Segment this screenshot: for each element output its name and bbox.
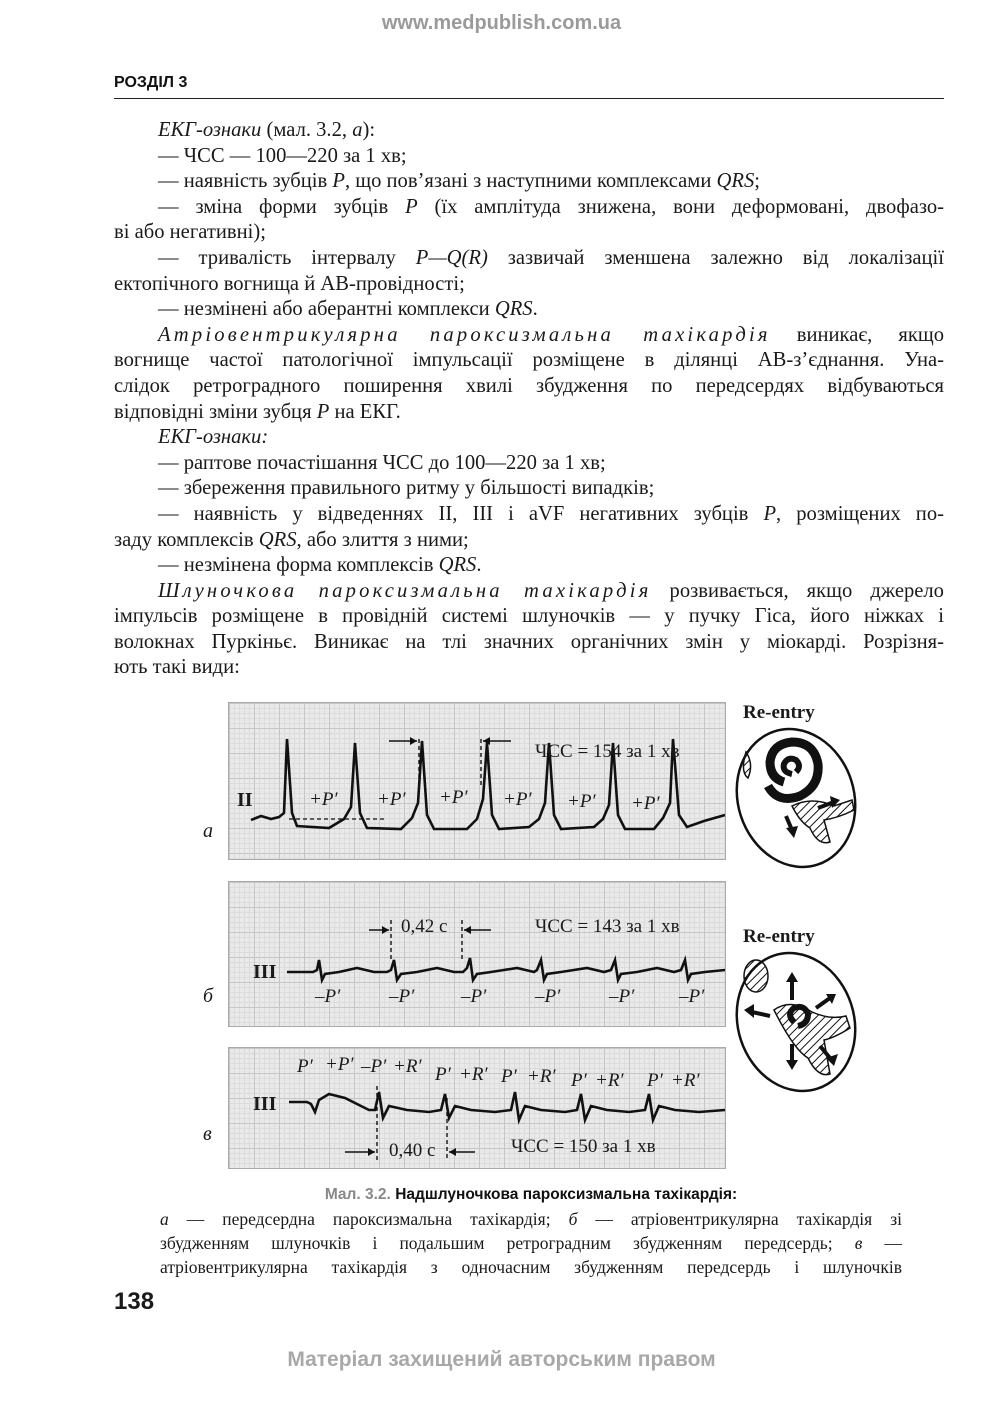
text-span: а [352, 119, 363, 141]
text-span: зазвичай зменшена залежно від локалізації [487, 246, 944, 269]
wave-label: –P′ [679, 986, 705, 1007]
bullet-line [114, 246, 944, 272]
hr-label-b: ЧСС = 143 за 1 хв [535, 916, 680, 937]
ecg-trace-a [229, 703, 725, 859]
term-ventricular-tachycardia: Шлуночкова пароксизмальна тахікардія [158, 579, 652, 602]
ecg-strip-b [228, 881, 726, 1027]
text-span: Надшлуночкова пароксизмальна тахікардія: [395, 1186, 738, 1203]
text-span: відповідні зміни зубця [114, 400, 317, 423]
panel-label-c: в [203, 1123, 212, 1145]
text-span: , або злиття з ними; [296, 528, 469, 551]
bullet-line [114, 502, 944, 528]
wave-label: –P′ [535, 986, 561, 1007]
caption-line [160, 1231, 902, 1255]
text-span: б [568, 1209, 578, 1229]
wave-label: +R′ [671, 1070, 700, 1091]
text-span: — наявність зубців [158, 170, 333, 193]
wave-label: +P′ [309, 789, 338, 810]
wave-label: P′ [297, 1056, 313, 1077]
text-span: (мал. 3.2, [261, 119, 353, 141]
wave-label: +P′ [567, 791, 596, 812]
ecg-signs-heading-line [114, 118, 944, 144]
caption-title [160, 1183, 902, 1207]
ecg-signs-heading-2 [114, 425, 944, 451]
interval-label-c: 0,40 с [389, 1140, 436, 1161]
ecg-signs-label: ЕКГ-ознаки [158, 119, 262, 141]
wave-label: +R′ [393, 1056, 422, 1077]
text-span: — [862, 1233, 903, 1253]
text-span: Мал. 3.2. [324, 1186, 391, 1203]
paragraph-line [114, 400, 944, 426]
reentry-title-bottom: Re-entry [743, 926, 815, 947]
header-rule [114, 98, 944, 99]
text-span: — атріовентрикулярна тахікардія зі [577, 1209, 903, 1229]
text-span: , розміщених по- [776, 502, 944, 525]
page-number: 138 [114, 1288, 155, 1315]
text-span: виникає, якщо [770, 323, 944, 346]
bullet-line [114, 297, 944, 323]
copyright-notice: Матеріал захищений авторським правом [287, 1348, 716, 1371]
hr-label-c: ЧСС = 150 за 1 хв [511, 1136, 656, 1157]
paragraph-line: імпульсів розміщене в провідній системі шлуночків — у пучку Гіса, його ніжках і [114, 605, 944, 628]
bullet-line: — збереження правильного ритму у більшості випадків; [158, 477, 655, 500]
paragraph-line: ють такі види: [114, 656, 240, 679]
text-span: QRS [494, 298, 533, 321]
paragraph-line: вогнище частої патологічної імпульсації розміщене в ділянці АВ-з’єднання. Уна- [114, 349, 944, 372]
bullet-line [114, 195, 944, 221]
wave-label: +R′ [527, 1066, 556, 1087]
lead-label-c: III [253, 1093, 277, 1115]
wave-label: –P′ [609, 986, 635, 1007]
text-span: на ЕКГ. [329, 400, 401, 423]
text-span: . [476, 554, 482, 577]
lead-label-b: III [253, 961, 277, 983]
text-span: (їх амплітуда знижена, вони деформовані, двофазо- [417, 195, 944, 218]
wave-label: +R′ [595, 1070, 624, 1091]
text-span: а [160, 1209, 169, 1229]
wave-label: +P′ [439, 787, 468, 808]
text-span: P—Q(R) [415, 246, 488, 269]
bullet-line-cont: ектопічного вогнища й АВ-провідності; [114, 272, 465, 295]
wave-label: –P′ [461, 986, 487, 1007]
wave-label: –P′ [361, 1056, 387, 1077]
wave-label: +P′ [377, 789, 406, 810]
text-span: збудженням шлуночків і подальшим ретроградним збудженням передсердь; [160, 1233, 855, 1253]
text-span: — незмінені або аберантні комплекси [158, 298, 495, 321]
text-span: ): [362, 119, 376, 141]
interval-label-b: 0,42 с [401, 916, 448, 937]
wave-label: P′ [571, 1070, 587, 1091]
text-span: QRS [716, 170, 755, 193]
text-span: — наявність у відведеннях II, III і aVF негативних зубців [158, 502, 764, 525]
text-span: в [854, 1233, 863, 1253]
bullet-line-cont [114, 528, 944, 554]
paragraph-line [114, 323, 944, 349]
text-span: . [532, 298, 538, 321]
wave-label: –P′ [315, 986, 341, 1007]
text-span: — тривалість інтервалу [158, 246, 416, 269]
wave-label: P′ [501, 1066, 517, 1087]
text-span: P [763, 502, 777, 525]
paragraph-line: волокнах Пуркіньє. Виникає на тлі значних органічних змін у міокарді. Розрізня- [114, 630, 944, 653]
text-span: , що пов’язані з наступними комплексами [344, 170, 717, 193]
figure-caption [160, 1183, 902, 1279]
term-av-tachycardia: Атріовентрикулярна пароксизмальна тахікардія [158, 323, 771, 346]
wave-label: +P′ [631, 793, 660, 814]
caption-line [160, 1207, 902, 1231]
wave-label: P′ [647, 1070, 663, 1091]
bullet-line: — ЧСС — 100—220 за 1 хв; [158, 144, 407, 167]
ecg-strip-a [228, 702, 726, 860]
paragraph-line: слідок ретроградного поширення хвилі збудження по передсердях відбуваються [114, 374, 944, 397]
text-span: розвивається, якщо джерело [651, 579, 944, 602]
text-span: P [316, 400, 330, 423]
chapter-title: РОЗДІЛ 3 [114, 74, 188, 91]
bullet-line-cont: ві або негативні); [114, 221, 266, 244]
bullet-line [114, 169, 944, 195]
text-span: QRS [258, 528, 297, 551]
wave-label: +P′ [503, 789, 532, 810]
main-text [114, 118, 944, 681]
text-span: P [405, 195, 418, 218]
text-span: P [332, 170, 345, 193]
wave-label: +R′ [459, 1064, 488, 1085]
text-span: ; [754, 170, 760, 193]
reentry-heart-icon [734, 724, 864, 872]
text-span: заду комплексів [114, 528, 259, 551]
wave-label: P′ [435, 1064, 451, 1085]
site-url[interactable]: www.medpublish.com.ua [381, 12, 622, 34]
text-span: QRS [438, 554, 477, 577]
hr-label-a: ЧСС = 154 за 1 хв [535, 741, 680, 762]
bullet-line: — раптове почастішання ЧСС до 100—220 за 1 хв; [158, 451, 606, 474]
text-span: ЕКГ-ознаки: [158, 426, 269, 449]
paragraph-line [114, 579, 944, 605]
text-span: — передсердна пароксизмальна тахікардія; [168, 1209, 569, 1229]
bullet-line [114, 553, 944, 579]
reentry-heart-icon [734, 946, 864, 1096]
reentry-title-top: Re-entry [743, 702, 815, 723]
wave-label: +P′ [325, 1054, 354, 1075]
text-span: — незмінена форма комплексів [158, 554, 439, 577]
ecg-strip-c [228, 1047, 726, 1169]
wave-label: –P′ [389, 986, 415, 1007]
panel-label-b: б [203, 985, 214, 1007]
text-span: — зміна форми зубців [158, 195, 406, 218]
lead-label-a: II [237, 789, 253, 811]
panel-label-a: а [203, 820, 213, 842]
caption-line: атріовентрикулярна тахікардія з одночасним збудженням передсердь і шлуночків [160, 1257, 902, 1277]
